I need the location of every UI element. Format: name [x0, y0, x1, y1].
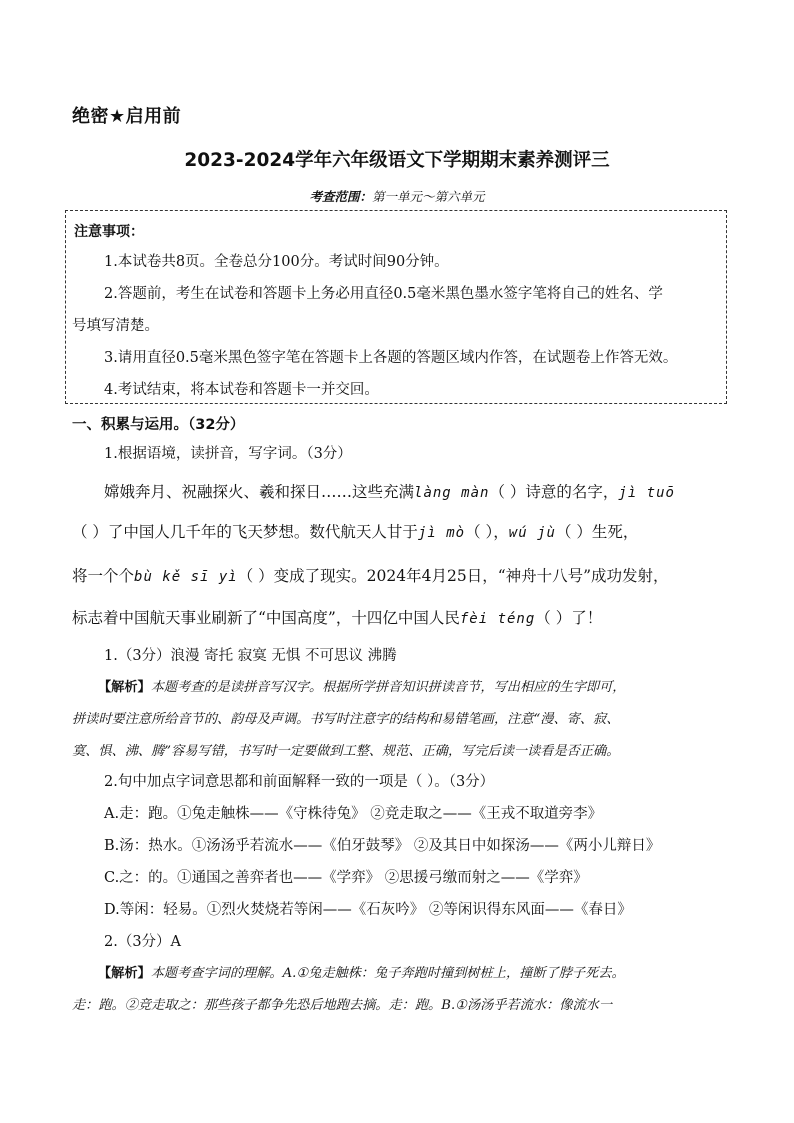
analysis-line: 走：跑。②竞走取之：那些孩子都争先恐后地跑去摘。走：跑。B.①汤汤乎若流水：像流水一 — [72, 998, 613, 1013]
question-paragraph-line — [104, 482, 675, 503]
analysis-label: 【解析】 — [98, 966, 151, 981]
option-b: B.汤：热水。①汤汤乎若流水——《伯牙鼓琴》 ②及其日中如探汤——《两小儿辩日》 — [104, 838, 661, 854]
exam-scope — [0, 187, 794, 205]
notice-item: 号填写清楚。 — [72, 318, 159, 334]
pinyin: fèi téng — [459, 611, 536, 627]
question-stem: 1.根据语境，读拼音，写字词。（3分） — [104, 446, 352, 462]
paragraph-text: （ ）诗意的名字， — [489, 483, 619, 501]
scope-value: 第一单元～第六单元 — [372, 189, 485, 204]
question-paragraph-line — [72, 522, 638, 543]
notice-box — [65, 210, 727, 404]
pinyin: làng màn — [414, 485, 490, 501]
question-paragraph-line — [72, 608, 602, 629]
notice-title: 注意事项： — [74, 224, 144, 240]
analysis-line: 拼读时要注意所给音节的、韵母及声调。书写时注意字的结构和易错笔画，注意“漫、寄、寂、 — [72, 712, 620, 727]
paragraph-text: （ ）变成了现实。2024年4月25日，“神舟十八号”成功发射， — [237, 567, 669, 585]
option-d: D.等闲：轻易。①烈火焚烧若等闲——《石灰吟》 ②等闲识得东风面——《春日》 — [104, 902, 632, 918]
analysis-text: 本题考查字词的理解。A.①兔走触株：兔子奔跑时撞到树桩上，撞断了脖子死去。 — [150, 966, 625, 981]
option-c: C.之：的。①通国之善弈者也——《学弈》 ②思援弓缴而射之——《学弈》 — [104, 870, 588, 886]
notice-item: 4.考试结束，将本试卷和答题卡一并交回。 — [104, 382, 379, 398]
pinyin: wú jù — [508, 525, 556, 541]
paragraph-text: 将一个个 — [72, 567, 135, 585]
answer-line: 1.（3分）浪漫 寄托 寂寞 无惧 不可思议 沸腾 — [104, 648, 397, 664]
question-paragraph-line — [72, 566, 669, 587]
analysis-line: 寞、惧、沸、腾”容易写错，书写时一定要做到工整、规范、正确，写完后读一读看是否正确。 — [72, 744, 620, 759]
analysis-text: 本题考查的是读拼音写汉字。根据所学拼音知识拼读音节，写出相应的生字即可， — [150, 680, 626, 695]
scope-label: 考查范围： — [309, 189, 372, 204]
question-stem: 2.句中加点字词意思都和前面解释一致的一项是（ ）。（3分） — [104, 774, 495, 790]
paragraph-text: （ ）了！ — [535, 609, 603, 627]
analysis-line — [98, 678, 626, 698]
analysis-label: 【解析】 — [98, 680, 151, 695]
notice-item: 2.答题前，考生在试卷和答题卡上务必用直径0.5毫米黑色墨水签字笔将自己的姓名、学 — [104, 286, 663, 302]
pinyin: bù kě sī yì — [134, 569, 238, 585]
secret-mark: 绝密★启用前 — [72, 106, 182, 127]
pinyin: jì tuō — [618, 485, 675, 501]
analysis-line — [98, 964, 625, 984]
answer-line: 2.（3分）A — [104, 934, 182, 950]
paragraph-text: （ ）， — [465, 523, 509, 541]
notice-item: 3.请用直径0.5毫米黑色签字笔在答题卡上各题的答题区域内作答，在试题卷上作答无效。 — [104, 350, 678, 366]
section-title: 一、积累与运用。（32分） — [72, 417, 245, 433]
paragraph-text: （ ）了中国人几千年的飞天梦想。数代航天人甘于 — [72, 523, 418, 541]
notice-item: 1.本试卷共8页。全卷总分100分。考试时间90分钟。 — [104, 254, 449, 270]
page-title: 2023-2024学年六年级语文下学期期末素养测评三 — [184, 150, 610, 171]
option-a: A.走：跑。①兔走触株——《守株待兔》 ②竞走取之——《王戎不取道旁李》 — [104, 806, 603, 822]
pinyin: jì mò — [417, 525, 466, 541]
paragraph-text: （ ）生死， — [555, 523, 639, 541]
paragraph-text: 嫦娥奔月、祝融探火、羲和探日……这些充满 — [104, 483, 415, 501]
paragraph-text: 标志着中国航天事业刷新了“中国高度”，十四亿中国人民 — [72, 609, 460, 627]
